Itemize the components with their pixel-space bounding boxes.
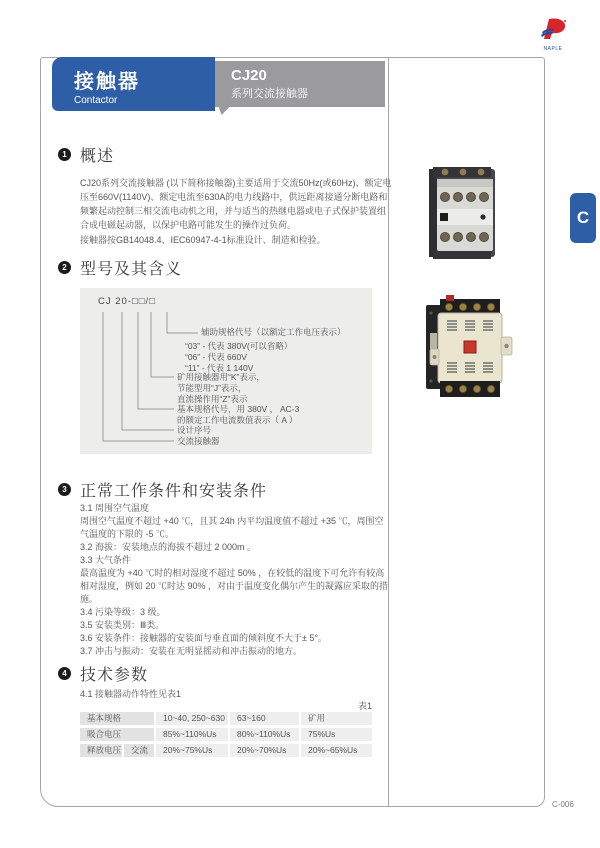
product-image-small-contactor [421,163,507,263]
model-designation-diagram [80,288,372,454]
product-image-large-contactor [420,293,516,403]
cell: 20%~75%Us [156,744,228,757]
condition-3-7: 3.7 冲击与振动：安装在无明显摇动和冲击振动的地方。 [80,646,303,656]
diagram-label-mine-k: 矿用接触器用“K”表示， [177,372,265,382]
diagram-label-basic-spec-2: 的额定工作电流数值表示（ A ） [177,415,298,425]
diagram-label-aux-03: “03” - 代表 380V(可以省略） [185,341,293,351]
table-caption: 表1 [357,701,372,711]
cell: 63~160 [230,712,299,725]
cell: 85%~110%Us [156,728,228,741]
diagram-label-aux-spec: 辅助规格代号（以额定工作电压表示） [201,327,346,337]
cell: 矿用 [301,712,372,725]
overview-paragraph-1: CJ20系列交流接触器 (以下简称接触器)主要适用于交流50Hz(或60Hz)、额定电压至660V(1140V)、额定电流至630A的电力线路中，供远距离接通分断电路和频繁起动控制三相交流电动机之用，并与适当的热继电器或电子式保护装置组合成电磁起动器，以保护电路可能发生的操作过负荷。 [80,178,392,230]
section-4-number-badge: 4 [58,667,71,680]
brand-logo [536,18,570,52]
section-4-title: 技术参数 [80,667,149,684]
condition-3-5: 3.5 安装类别：Ⅲ类。 [80,620,165,630]
condition-3-1-body: 周围空气温度不超过 +40 ℃，且其 24h 内平均温度值不超过 +35 ℃，周围空气温度的下限的 -5 ℃。 [80,516,384,539]
series-header [215,61,385,107]
row-label: 释放电压 [80,744,122,757]
row-label: 基本规格 [80,712,154,725]
section-3-title: 正常工作条件和安装条件 [80,483,268,500]
condition-3-4: 3.4 污染等级：3 级。 [80,607,166,617]
condition-3-3: 3.3 大气条件 [80,555,132,565]
section-4-heading [58,662,148,685]
overview-paragraph-2: 接触器按GB14048.4、IEC60947-4-1标准设计、制造和检验。 [80,235,326,245]
condition-3-6: 3.6 安装条件：接触器的安装面与垂直面的倾斜度不大于± 5°。 [80,633,328,643]
conditions-list [80,502,392,658]
column-divider [388,57,389,807]
diagram-label-design-serial: 设计序号 [177,425,212,435]
cell: 20%~65%Us [301,744,372,757]
diagram-label-energy-j: 节能型用“J”表示， [177,383,247,393]
table-row-basic-spec [80,712,372,725]
section-2-number-badge: 2 [58,261,71,274]
tech-subsection-title: 4.1 接触器动作特性见表1 [80,689,182,699]
category-title-zh: 接触器 [74,71,140,93]
condition-3-2: 3.2 海拔：安装地点的海拔不超过 2 000m 。 [80,542,257,552]
page-number: C-006 [552,800,574,809]
section-2-title: 型号及其含义 [80,261,183,278]
diagram-label-basic-spec-1: 基本规格代号，用 380V ， AC-3 [177,404,300,414]
model-code: CJ 20-□□/□ [98,296,156,307]
row-sublabel: 交流 [124,744,154,757]
brand-logo-icon [540,18,566,40]
table-row-pickup-voltage [80,728,372,741]
row-label: 吸合电压 [80,728,154,741]
table-row-release-voltage [80,744,372,757]
category-header [52,57,215,111]
series-code: CJ20 [231,67,267,84]
condition-3-1: 3.1 周围空气温度 [80,503,150,513]
section-3-number-badge: 3 [58,483,71,496]
cell: 80%~110%Us [230,728,299,741]
cell: 10~40, 250~630 [156,712,228,725]
condition-3-3-body: 最高温度为 +40 ℃时的相对湿度不超过 50% ，在较低的温度下可允许有较高相对湿度，例如 20 ℃时达 90% ，对由于温度变化偶尔产生的凝露应采取的措施。 [80,568,389,604]
category-title-en: Contactor [74,95,118,106]
diagram-label-ac-contactor: 交流接触器 [177,436,220,446]
section-3-heading [58,478,267,501]
cell: 20%~70%Us [230,744,299,757]
diagram-label-aux-11: “11” - 代表 1 140V [185,363,254,373]
section-1-number-badge: 1 [58,148,71,161]
diagram-label-aux-06: “06” - 代表 660V [185,352,247,362]
section-1-title: 概述 [80,148,115,165]
chapter-tab: C [570,193,596,243]
characteristics-table [80,712,372,760]
diagram-label-dc-z: 直流操作用“Z”表示 [177,394,248,404]
section-1-heading [58,143,114,166]
brand-name: NAPLE [543,46,563,52]
cell: 75%Us [301,728,372,741]
section-2-heading [58,256,182,279]
series-description: 系列交流接触器 [231,88,308,100]
